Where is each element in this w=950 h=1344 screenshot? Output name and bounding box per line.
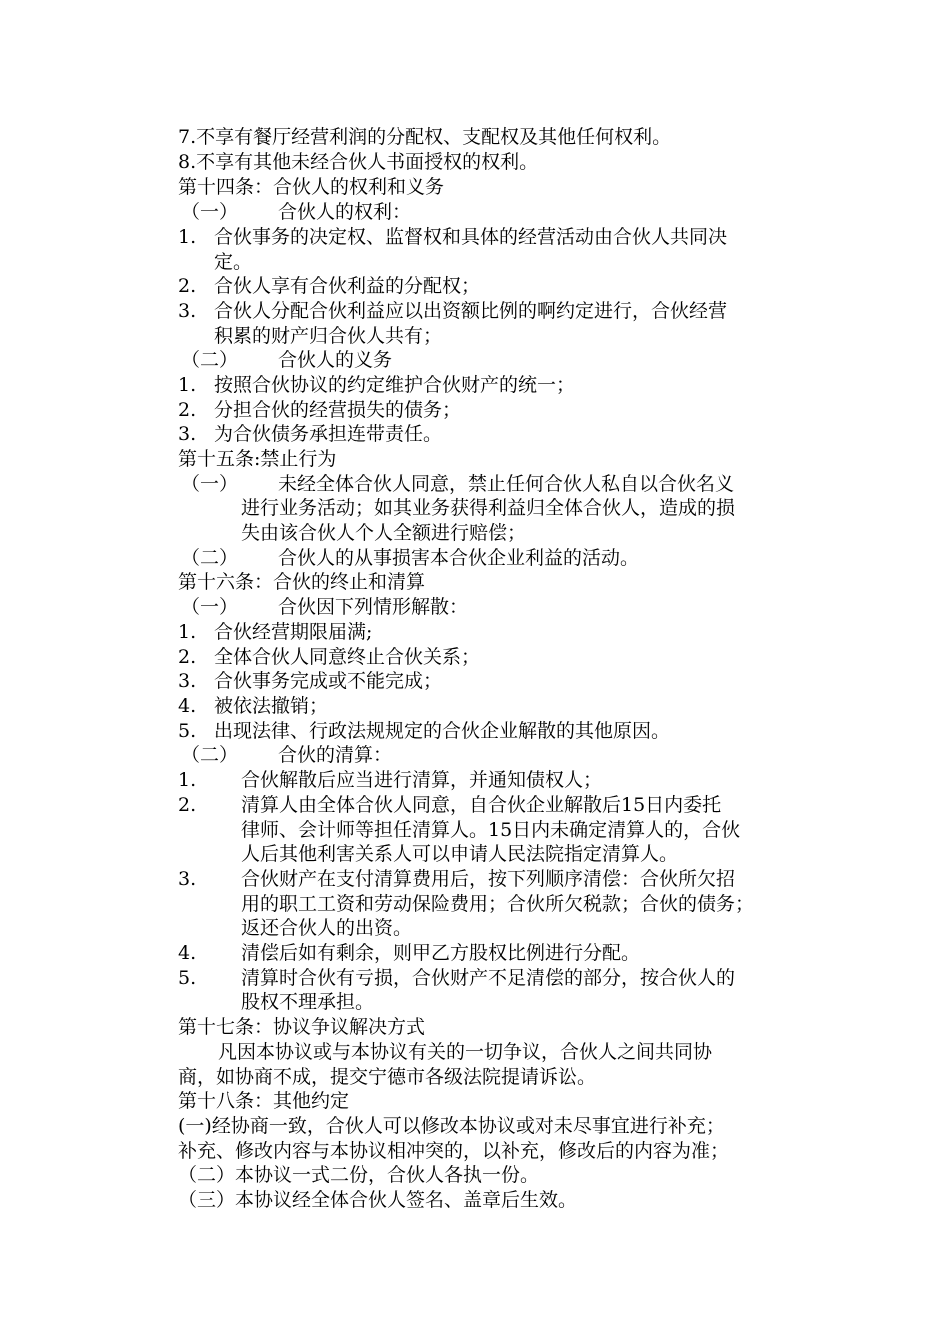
item-text: 进行业务活动；如其业务获得利益归全体合伙人，造成的损 — [241, 497, 736, 519]
sub-marker: （一） — [181, 201, 239, 223]
item-text: 股权不理承担。 — [241, 991, 375, 1013]
item-text: 合伙事务的决定权、监督权和具体的经营活动由合伙人共同决 — [214, 226, 728, 248]
item-text: 清算时合伙有亏损，合伙财产不足清偿的部分，按合伙人的 — [241, 967, 736, 989]
item-text: 为合伙债务承担连带责任。 — [214, 423, 443, 445]
sub-marker: （一） — [181, 596, 239, 618]
item-text: 人后其他利害关系人可以申请人民法院指定清算人。 — [241, 843, 679, 865]
item-text: 全体合伙人同意终止合伙关系； — [214, 646, 481, 668]
item-number: 5. — [178, 967, 197, 989]
text-line: 7.不享有餐厅经营利润的分配权、支配权及其他任何权利。 — [178, 126, 672, 148]
sub-marker: （二） — [181, 547, 239, 569]
item-text: 清偿后如有剩余，则甲乙方股权比例进行分配。 — [241, 942, 641, 964]
paragraph-text: （二）本协议一式二份，合伙人各执一份。 — [178, 1164, 540, 1186]
item-text: 合伙经营期限届满; — [214, 621, 373, 643]
item-text: 失由该合伙人个人全额进行赔偿； — [241, 522, 527, 544]
item-text: 合伙财产在支付清算费用后，按下列顺序清偿：合伙所欠招 — [241, 868, 736, 890]
item-text: 按照合伙协议的约定维护合伙财产的统一； — [214, 374, 576, 396]
sub-heading: 合伙人的权利： — [278, 201, 412, 223]
sub-heading: 合伙因下列情形解散： — [278, 596, 469, 618]
section-heading: 第十八条：其他约定 — [178, 1090, 350, 1112]
item-number: 5. — [178, 720, 197, 742]
section-heading: 第十五条:禁止行为 — [178, 448, 337, 470]
item-number: 1. — [178, 226, 197, 248]
item-text: 合伙人分配合伙利益应以出资额比例的啊约定进行，合伙经营 — [214, 300, 728, 322]
item-number: 2. — [178, 794, 197, 816]
item-number: 2. — [178, 399, 197, 421]
item-text: 被依法撤销； — [214, 695, 329, 717]
item-number: 1. — [178, 769, 197, 791]
sub-heading: 合伙的清算： — [278, 744, 393, 766]
item-number: 1. — [178, 374, 197, 396]
item-text: 合伙人的从事损害本合伙企业利益的活动。 — [278, 547, 640, 569]
sub-marker: （二） — [181, 744, 239, 766]
paragraph-text: 商，如协商不成，提交宁德市各级法院提请诉讼。 — [178, 1066, 597, 1088]
paragraph-text: 凡因本协议或与本协议有关的一切争议，合伙人之间共同协 — [218, 1041, 713, 1063]
item-number: 3. — [178, 300, 197, 322]
item-text: 合伙事务完成或不能完成； — [214, 670, 443, 692]
item-number: 3. — [178, 868, 197, 890]
item-text: 分担合伙的经营损失的债务； — [214, 399, 462, 421]
section-heading: 第十七条：协议争议解决方式 — [178, 1016, 426, 1038]
item-text: 清算人由全体合伙人同意，自合伙企业解散后15日内委托 — [241, 794, 722, 816]
item-number: 3. — [178, 670, 197, 692]
item-text: 律师、会计师等担任清算人。15日内未确定清算人的，合伙 — [241, 819, 741, 841]
item-text: 合伙解散后应当进行清算，并通知债权人； — [241, 769, 603, 791]
item-text: 未经全体合伙人同意，禁止任何合伙人私自以合伙名义 — [278, 473, 735, 495]
paragraph-text: (一)经协商一致，合伙人可以修改本协议或对未尽事宜进行补充； — [178, 1115, 725, 1137]
text-line: 8.不享有其他未经合伙人书面授权的权利。 — [178, 151, 539, 173]
sub-marker: （二） — [181, 349, 239, 371]
item-number: 2. — [178, 646, 197, 668]
item-number: 4. — [178, 695, 197, 717]
item-number: 2. — [178, 275, 197, 297]
section-heading: 第十四条：合伙人的权利和义务 — [178, 176, 445, 198]
section-heading: 第十六条：合伙的终止和清算 — [178, 571, 426, 593]
sub-heading: 合伙人的义务 — [278, 349, 393, 371]
item-text: 用的职工工资和劳动保险费用；合伙所欠税款；合伙的债务； — [241, 893, 755, 915]
item-text: 出现法律、行政法规规定的合伙企业解散的其他原因。 — [214, 720, 671, 742]
sub-marker: （一） — [181, 473, 239, 495]
item-number: 1. — [178, 621, 197, 643]
item-text: 合伙人享有合伙利益的分配权； — [214, 275, 481, 297]
item-number: 4. — [178, 942, 197, 964]
item-text: 积累的财产归合伙人共有； — [214, 325, 443, 347]
item-text: 返还合伙人的出资。 — [241, 917, 413, 939]
paragraph-text: （三）本协议经全体合伙人签名、盖章后生效。 — [178, 1189, 578, 1211]
paragraph-text: 补充、修改内容与本协议相冲突的，以补充，修改后的内容为准； — [178, 1140, 730, 1162]
item-text: 定。 — [214, 251, 253, 273]
item-number: 3. — [178, 423, 197, 445]
